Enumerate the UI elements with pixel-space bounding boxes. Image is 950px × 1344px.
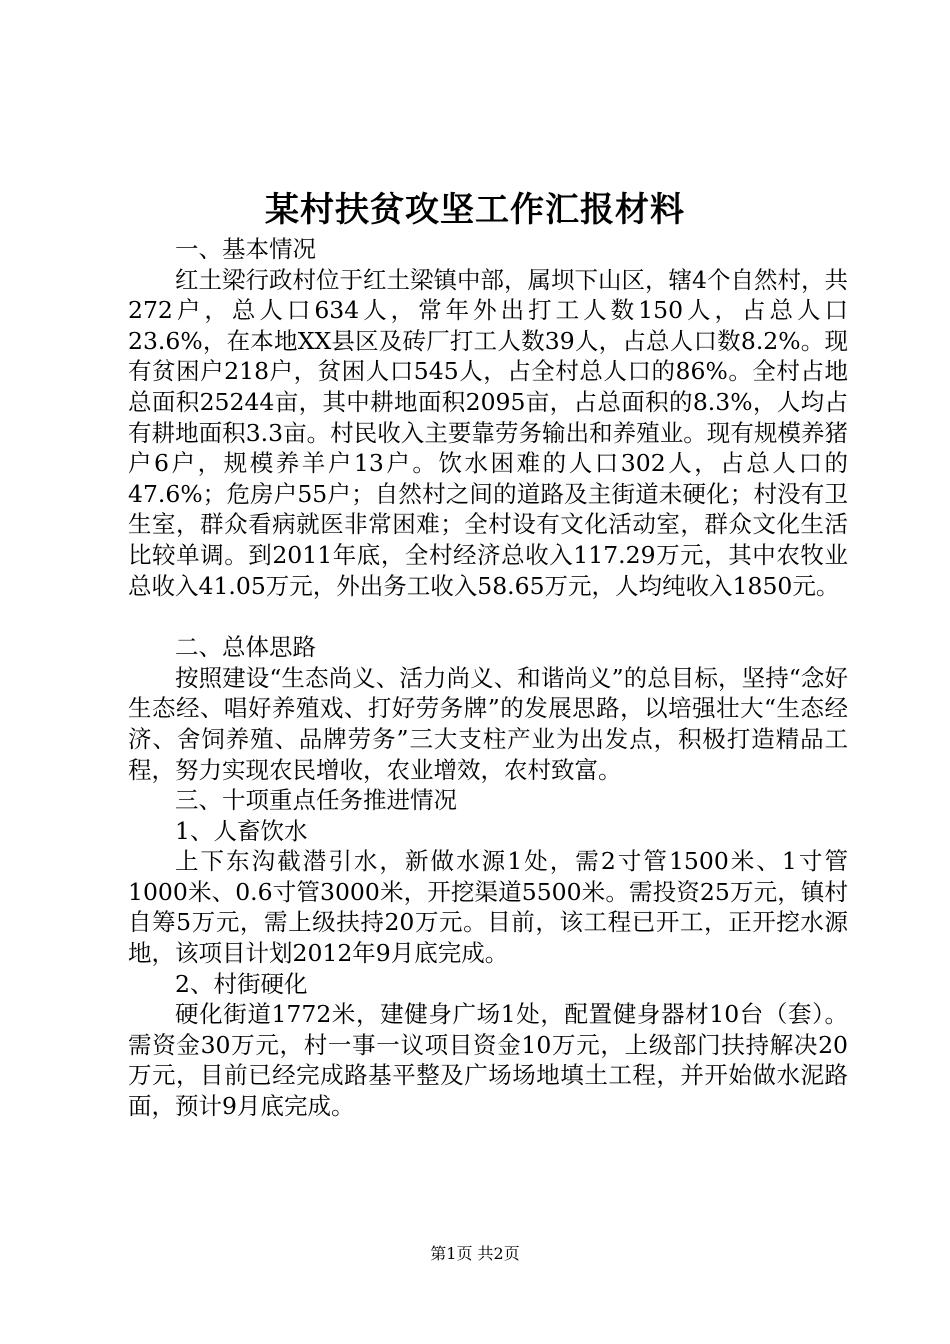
subsection-heading-drinking-water: 1、人畜饮水 bbox=[175, 816, 308, 845]
section-paragraph-basic-situation: 红土梁行政村位于红土梁镇中部，属坝下山区，辖4个自然村，共272户，总人口634人，常年外出打工人数150人，占总人口23.6%，在本地XX县区及砖厂打工人数39人，占总人口数8.2%。现有贫困户218户，贫困人口545人，占全村总人口的86%。全村占地总面积25244亩，其中耕地面积2095亩，占总面积的8.3%，人均占有耕地面积3.3亩。村民收入主要靠劳务输出和养殖业。现有规模养猪户6户，规模养羊户13户。饮水困难的人口302人，占总人口的47.6%；危房户55户；自然村之间的道路及主街道未硬化；村没有卫生室，群众看病就医非常困难；全村设有文化活动室，群众文化生活比较单调。到2011年底，全村经济总收入117.29万元，其中农牧业总收入41.05万元，外出务工收入58.65万元，人均纯收入1850元。 bbox=[128, 265, 848, 600]
subsection-paragraph-street-hardening: 硬化街道1772米，建健身广场1处，配置健身器材10台（套）。需资金30万元，村一事一议项目资金10万元，上级部门扶持解决20万元，目前已经完成路基平整及广场场地填土工程，并开始做水泥路面，预计9月底完成。 bbox=[128, 1000, 848, 1121]
section-heading-key-tasks: 三、十项重点任务推进情况 bbox=[175, 786, 457, 815]
section-paragraph-overall-approach: 按照建设“生态尚义、活力尚义、和谐尚义”的总目标，坚持“念好生态经、唱好养殖戏、打好劳务牌”的发展思路，以培强壮大“生态经济、舍饲养殖、品牌劳务”三大支柱产业为出发点，积极打造精品工程，努力实现农民增收，农业增效，农村致富。 bbox=[128, 663, 848, 784]
paragraph-spacer bbox=[128, 601, 848, 632]
section-heading-basic-situation: 一、基本情况 bbox=[175, 235, 316, 263]
subsection-heading-street-hardening: 2、村街硬化 bbox=[175, 969, 308, 998]
document-title: 某村扶贫攻坚工作汇报材料 bbox=[265, 190, 685, 230]
document-body bbox=[128, 234, 848, 1122]
section-heading-overall-approach: 二、总体思路 bbox=[175, 633, 316, 662]
page-number-footer: 第1页 共2页 bbox=[430, 1244, 520, 1263]
subsection-paragraph-drinking-water: 上下东沟截潜引水，新做水源1处，需2寸管1500米、1寸管1000米、0.6寸管3000米，开挖渠道5500米。需投资25万元，镇村自筹5万元，需上级扶持20万元。目前，该工程已开工，正开挖水源地，该项目计划2012年9月底完成。 bbox=[128, 847, 848, 968]
